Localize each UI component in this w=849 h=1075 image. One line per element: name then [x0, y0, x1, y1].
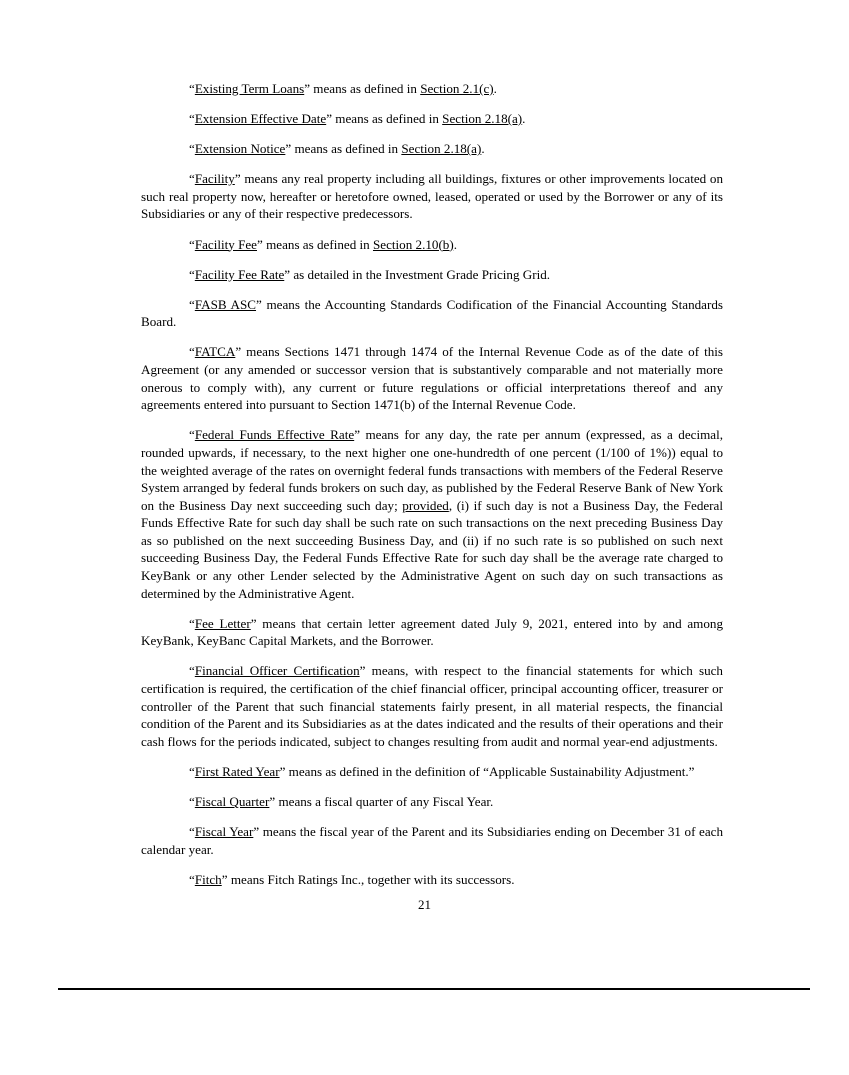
- underlined-text: Federal Funds Effective Rate: [194, 427, 355, 443]
- definition-paragraph-fee-letter: [141, 615, 723, 650]
- body-text: “: [189, 871, 195, 887]
- definition-paragraph-extension-effective-date: [141, 110, 723, 128]
- underlined-text: First Rated Year: [194, 763, 280, 779]
- underlined-text: Fee Letter: [194, 615, 251, 631]
- body-text: “: [189, 81, 195, 96]
- body-text: ” means any real property including all buildings, fixtures or other improvements located on such real property now, hereafter or heretofore owned, leased, operated or used by the Borrower or any of its Subsidiaries or any of their respective predecessors.: [141, 171, 723, 222]
- definition-paragraph-fasb-asc: [141, 296, 723, 331]
- underlined-text: Existing Term Loans: [194, 81, 305, 96]
- document-body: [141, 80, 723, 888]
- body-text: ” means Sections 1471 through 1474 of the Internal Revenue Code as of the date of this Agreement (or any amended or successor version that is substantively comparable and not materially more onerous to comply with), any current or future regulations or official interpretations thereof and any agreements entered into pursuant to Section 1471(b) of the Internal Revenue Code.: [141, 344, 723, 413]
- underlined-text: Section 2.18(a): [442, 111, 523, 127]
- underlined-text: FASB ASC: [194, 296, 257, 312]
- underlined-text: Extension Notice: [194, 141, 286, 157]
- body-text: “: [189, 236, 195, 252]
- body-text: ” means Fitch Ratings Inc., together with its successors.: [221, 871, 515, 887]
- body-text: “: [189, 344, 195, 360]
- underlined-text: Facility: [194, 171, 235, 187]
- definition-paragraph-financial-officer-certification: [141, 662, 723, 750]
- body-text: ” means the fiscal year of the Parent and its Subsidiaries ending on December 31 of each calendar year.: [141, 824, 723, 857]
- underlined-text: FATCA: [194, 344, 236, 360]
- body-text: ” means as defined in: [326, 111, 443, 127]
- definition-paragraph-federal-funds-effective-rate: [141, 426, 723, 602]
- body-text: “: [189, 266, 195, 282]
- body-text: .: [522, 111, 526, 127]
- body-text: “: [189, 824, 195, 840]
- body-text: ” means a fiscal quarter of any Fiscal Year.: [269, 794, 494, 809]
- body-text: .: [481, 141, 485, 157]
- underlined-text: Fitch: [194, 871, 222, 887]
- footer-divider: [58, 988, 810, 990]
- body-text: ” means as defined in: [257, 236, 373, 252]
- body-text: .: [493, 81, 497, 96]
- body-text: ” means as defined in the definition of “Applicable Sustainability Adjustment.”: [279, 763, 695, 779]
- body-text: “: [189, 427, 195, 443]
- body-text: ” means as defined in: [285, 141, 402, 157]
- body-text: ” means as defined in: [304, 81, 421, 96]
- page-number: 21: [418, 897, 431, 912]
- underlined-text: Section 2.10(b): [372, 236, 454, 252]
- body-text: ” means that certain letter agreement dated July 9, 2021, entered into by and among KeyBank, KeyBanc Capital Markets, and the Borrower.: [141, 615, 723, 649]
- definition-paragraph-first-rated-year: [141, 763, 723, 781]
- body-text: .: [453, 236, 457, 252]
- underlined-text: provided: [402, 497, 449, 513]
- body-text: “: [189, 296, 195, 312]
- definition-paragraph-facility: [141, 170, 723, 223]
- definition-paragraph-fiscal-year: [141, 823, 723, 858]
- underlined-text: Section 2.1(c): [420, 81, 494, 96]
- definition-paragraph-extension-notice: [141, 140, 723, 158]
- body-text: “: [189, 615, 195, 631]
- underlined-text: Facility Fee Rate: [194, 266, 285, 282]
- body-text: ” means, with respect to the financial statements for which such certification is required, the certification of the chief financial officer, principal accounting officer, treasurer or controller of the Parent that such financial statements fairly present, in all material respects, the financial condition of the Parent and its Subsidiaries as at the dates indicated and the results of their operations and their cash flows for the periods indicated, subject to changes resulting from audit and normal year-end adjustments.: [141, 663, 723, 749]
- body-text: “: [189, 794, 195, 809]
- definition-paragraph-facility-fee: [141, 236, 723, 254]
- body-text: ” means the Accounting Standards Codification of the Financial Accounting Standards Board.: [141, 296, 723, 330]
- body-text: “: [189, 763, 195, 779]
- underlined-text: Financial Officer Certification: [194, 663, 360, 679]
- body-text: ” means for any day, the rate per annum (expressed, as a decimal, rounded upwards, if necessary, to the next higher one one-hundredth of one percent (1/100 of 1%)) equal to the weighted average of the rates on overnight federal funds transactions with members of the Federal Reserve System arranged by federal funds brokers on such day, as published by the Federal Reserve Bank of New York on the Business Day next succeeding such day;: [141, 427, 724, 513]
- body-text: , (i) if such day is not a Business Day, the Federal Funds Effective Rate for such day shall be such rate on such transactions on the next preceding Business Day as so published on the next succeeding Business Day, and (ii) if no such rate is so published on such next succeeding Business Day, the Federal Funds Effective Rate for such day shall be the average rate charged to KeyBank or any other Lender selected by the Administrative Agent on such day on such transactions as determined by the Administrative Agent.: [141, 497, 723, 601]
- underlined-text: Facility Fee: [194, 236, 257, 252]
- underlined-text: Extension Effective Date: [194, 111, 327, 127]
- underlined-text: Fiscal Quarter: [194, 794, 270, 809]
- definition-paragraph-facility-fee-rate: [141, 266, 723, 284]
- underlined-text: Fiscal Year: [194, 824, 254, 840]
- definition-paragraph-fiscal-quarter: [141, 793, 723, 811]
- definition-paragraph-fitch: [141, 871, 723, 889]
- definition-paragraph-fatca: [141, 343, 723, 413]
- body-text: “: [189, 111, 195, 127]
- body-text: “: [189, 663, 195, 679]
- body-text: ” as detailed in the Investment Grade Pricing Grid.: [284, 266, 551, 282]
- body-text: “: [189, 171, 195, 187]
- body-text: “: [189, 141, 195, 157]
- definition-paragraph-existing-term-loans: [141, 80, 723, 98]
- underlined-text: Section 2.18(a): [401, 141, 482, 157]
